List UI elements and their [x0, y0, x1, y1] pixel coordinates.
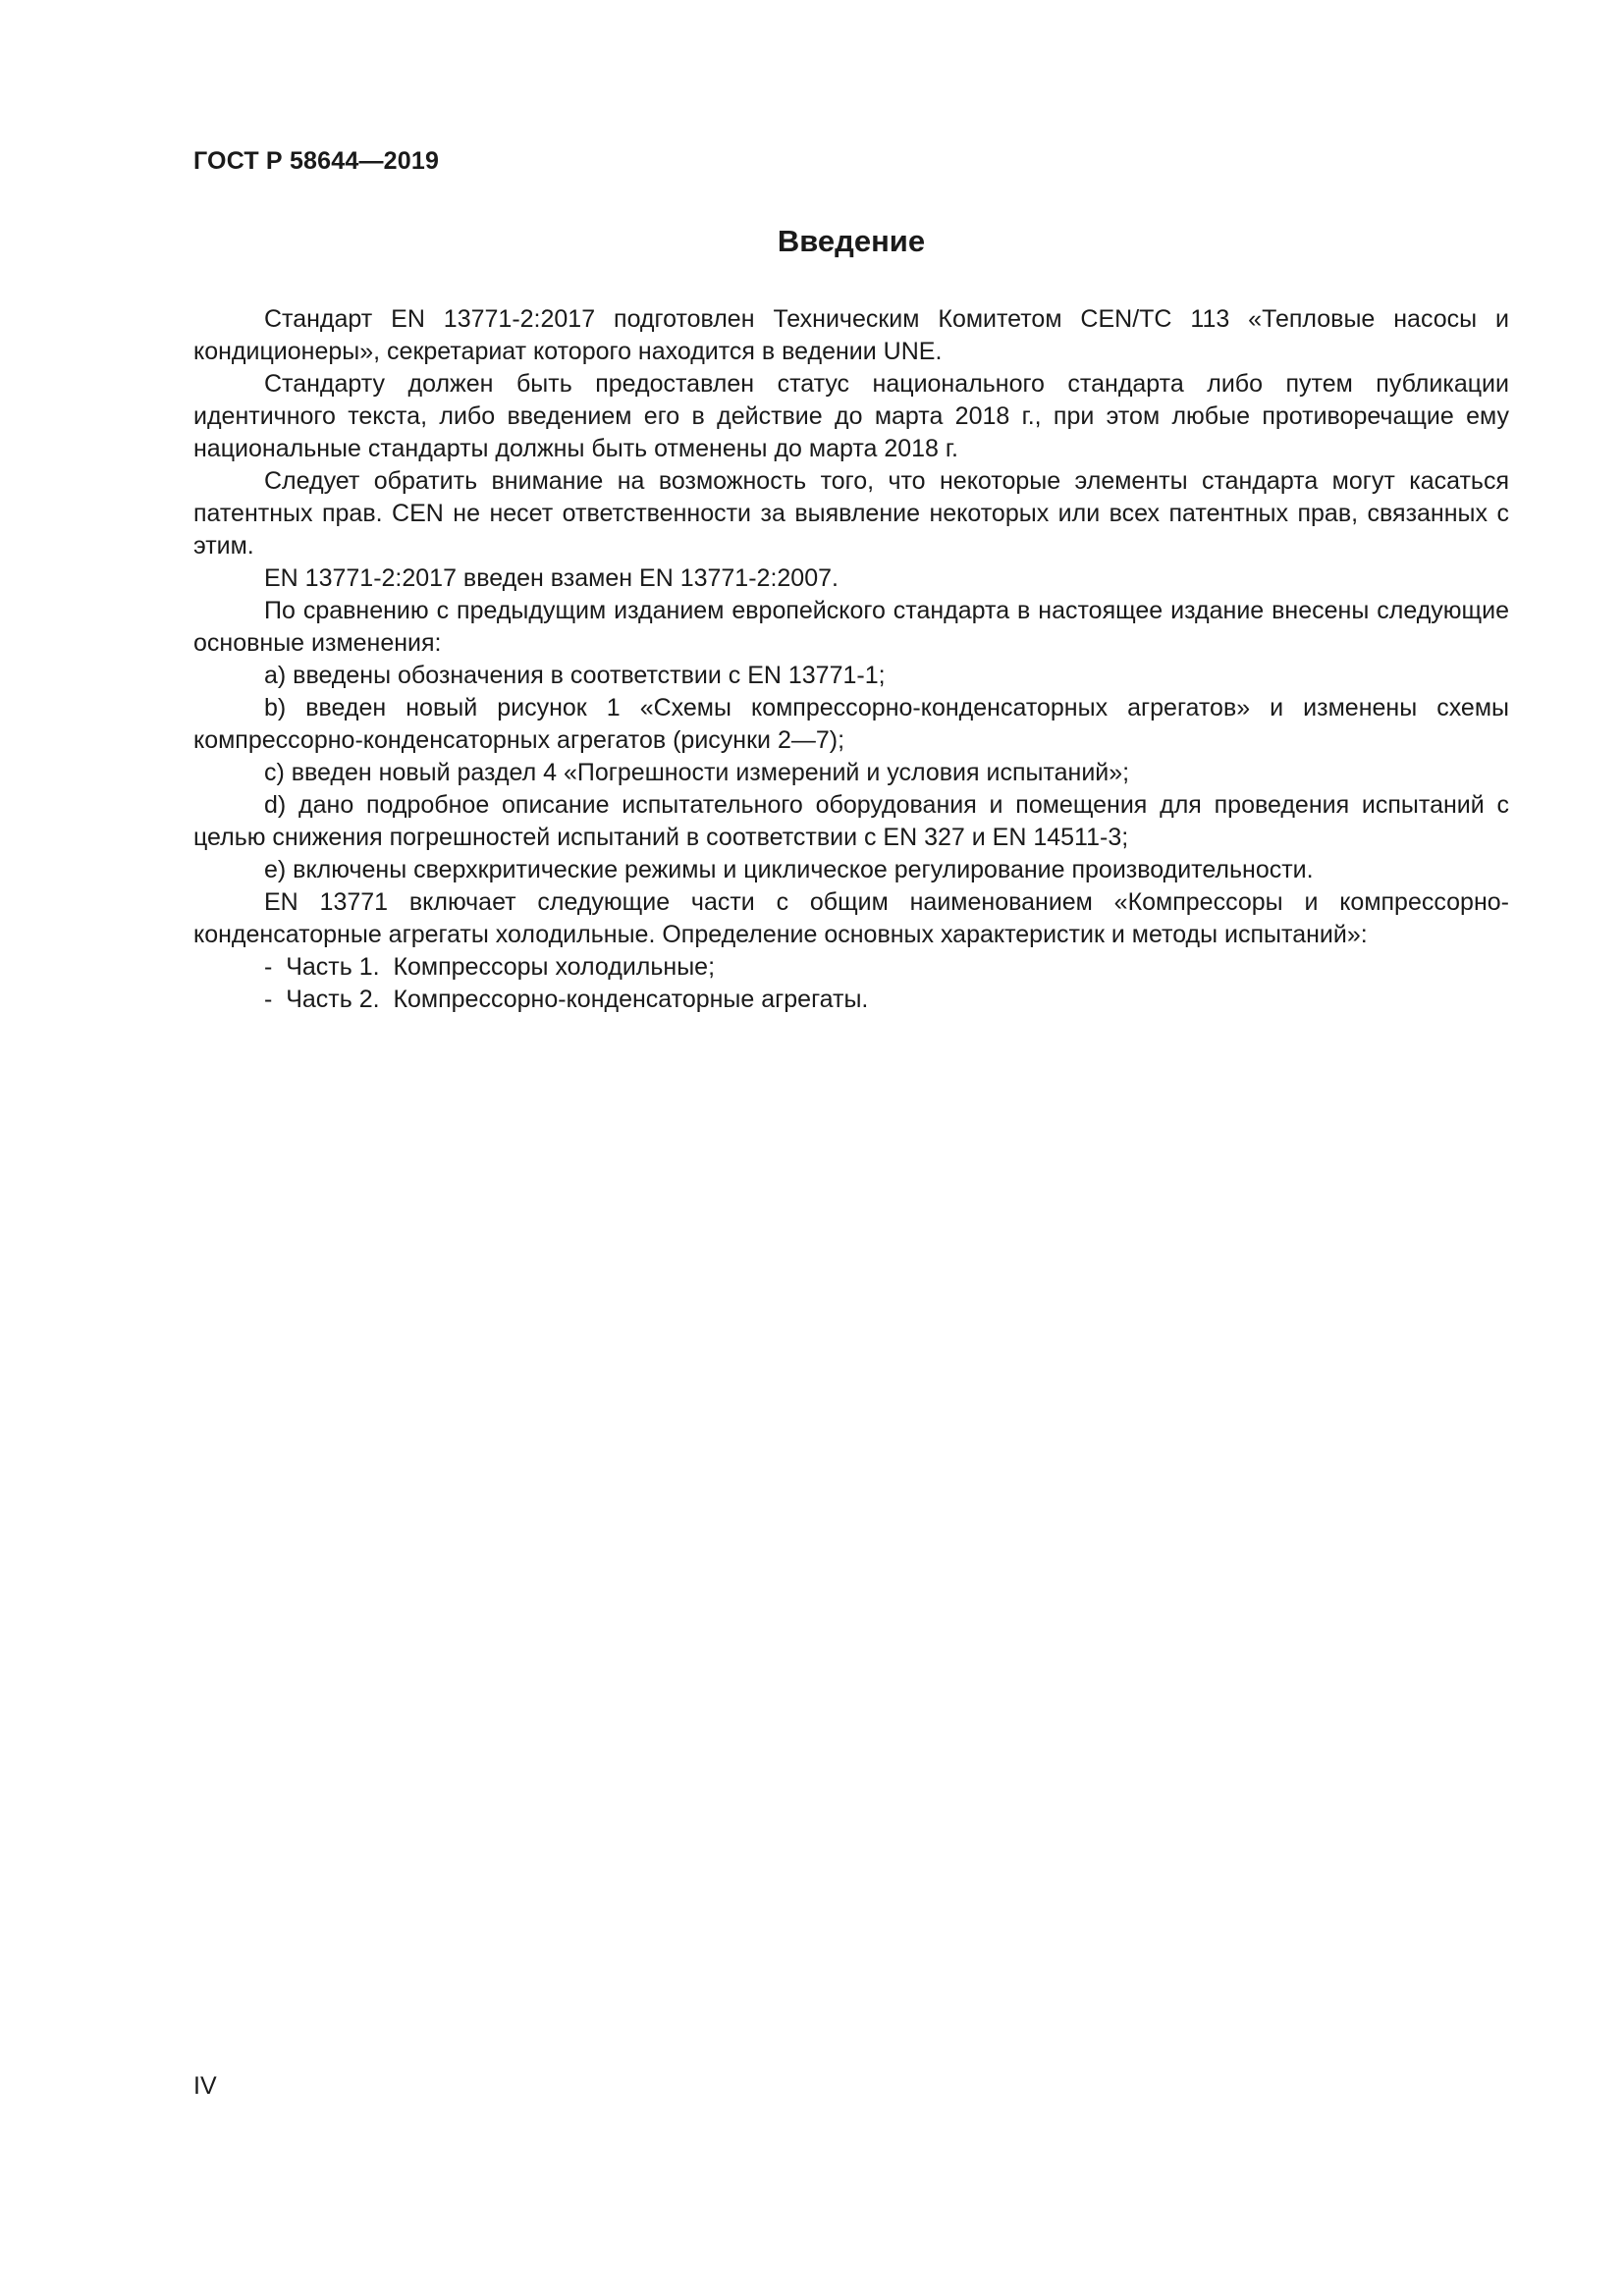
part-item-1: - Часть 1. Компрессоры холодильные;	[264, 953, 716, 981]
paragraph-patents: Следует обратить внимание на возможность того, что некоторые элементы стандарта могут касаться патентных прав. CEN не несет ответственности за выявление некоторых или всех патентных прав, связанных с этим.	[193, 467, 1509, 560]
paragraph-replaces: EN 13771-2:2017 введен взамен EN 13771-2:2007.	[264, 564, 839, 592]
change-item-d: d) дано подробное описание испытательного оборудования и помещения для проведения испытаний с целью снижения погрешностей испытаний в соответствии с EN 327 и EN 14511-3;	[193, 791, 1509, 851]
section-title: Введение	[777, 224, 926, 258]
change-item-e: e) включены сверхкритические режимы и циклическое регулирование производительности.	[264, 856, 1314, 883]
page-number: IV	[193, 2072, 217, 2100]
paragraph-changes-intro: По сравнению с предыдущим изданием европейского стандарта в настоящее издание внесены следующие основные изменения:	[193, 597, 1509, 657]
paragraph-parts-intro: EN 13771 включает следующие части с общим наименованием «Компрессоры и компрессорно-конденсаторные агрегаты холодильные. Определение основных характеристик и методы испытаний»:	[193, 888, 1509, 948]
document-id-header: ГОСТ Р 58644—2019	[193, 147, 440, 175]
change-item-b: b) введен новый рисунок 1 «Схемы компрессорно-конденсаторных агрегатов» и изменены схемы компрессорно-конденсаторных агрегатов (рисунки 2—7);	[193, 694, 1509, 754]
part-item-2: - Часть 2. Компрессорно-конденсаторные агрегаты.	[264, 986, 869, 1013]
paragraph-status: Стандарту должен быть предоставлен статус национального стандарта либо путем публикации идентичного текста, либо введением его в действие до марта 2018 г., при этом любые противоречащие ему национальные стандарты должны быть отменены до марта 2018 г.	[193, 370, 1509, 462]
change-item-a: a) введены обозначения в соответствии с EN 13771-1;	[264, 662, 886, 689]
change-item-c: c) введен новый раздел 4 «Погрешности измерений и условия испытаний»;	[264, 759, 1130, 786]
paragraph-prepared-by: Стандарт EN 13771-2:2017 подготовлен Техническим Комитетом CEN/TC 113 «Тепловые насосы и кондиционеры», секретариат которого находится в ведении UNE.	[193, 305, 1509, 365]
introduction-body	[193, 303, 1509, 1016]
